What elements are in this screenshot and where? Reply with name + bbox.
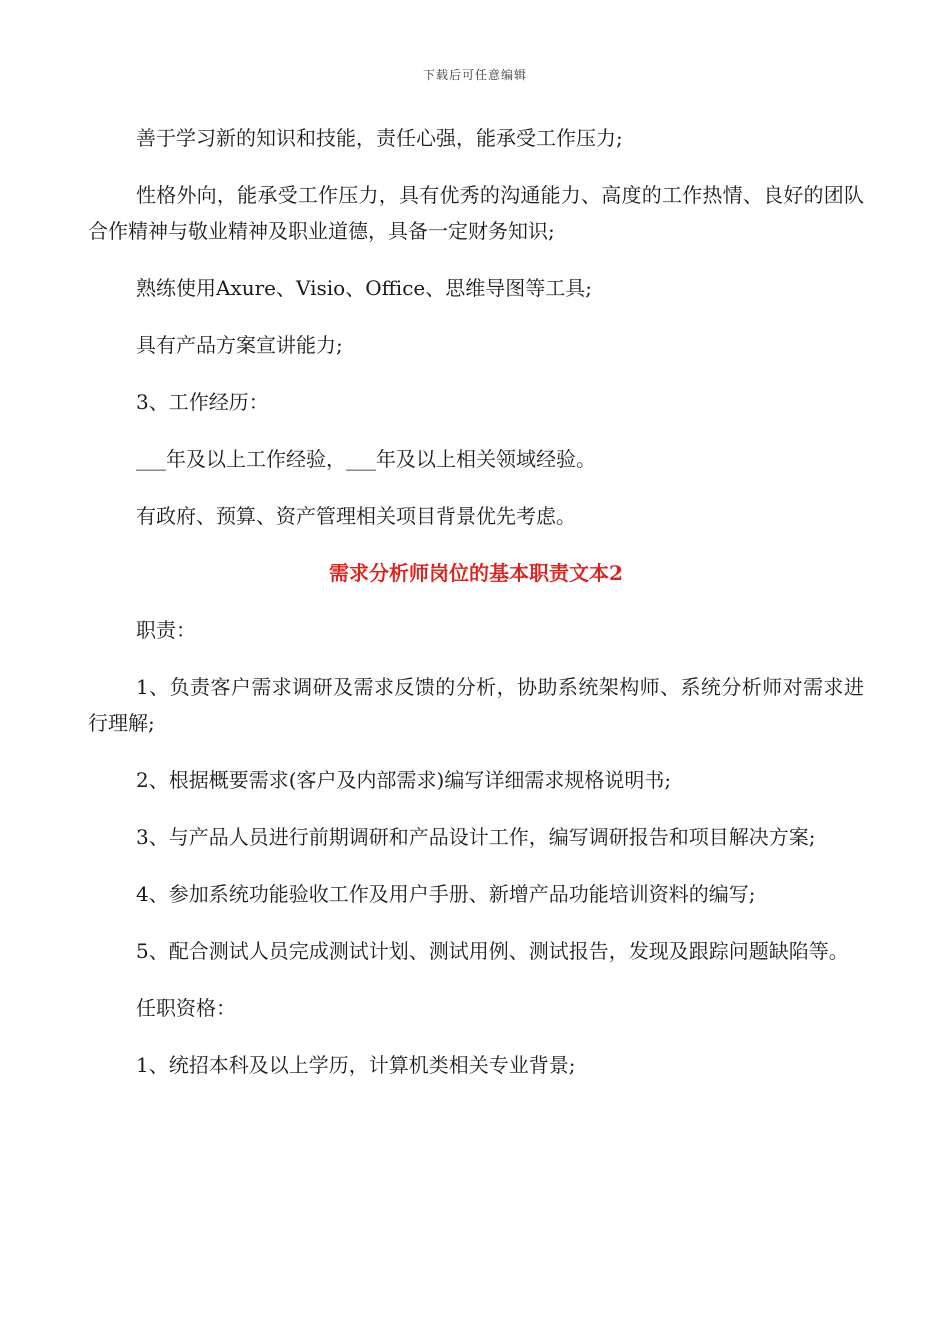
paragraph: 3、与产品人员进行前期调研和产品设计工作，编写调研报告和项目解决方案; — [136, 825, 816, 849]
paragraph: 职责： — [136, 618, 196, 642]
paragraph: 4、参加系统功能验收工作及用户手册、新增产品功能培训资料的编写; — [136, 882, 756, 906]
paragraph: 性格外向，能承受工作压力，具有优秀的沟通能力、高度的工作热情、良好的团队合作精神与敬业精神及职业道德，具备一定财务知识; — [88, 183, 864, 243]
paragraph: 1、统招本科及以上学历，计算机类相关专业背景; — [136, 1053, 576, 1077]
paragraph: 5、配合测试人员完成测试计划、测试用例、测试报告，发现及跟踪问题缺陷等。 — [136, 939, 849, 963]
paragraph: 2、根据概要需求(客户及内部需求)编写详细需求规格说明书; — [136, 768, 672, 792]
paragraph: 熟练使用Axure、Visio、Office、思维导图等工具; — [136, 276, 592, 300]
page-header: 下载后可任意编辑 — [422, 68, 527, 82]
paragraph: 有政府、预算、资产管理相关项目背景优先考虑。 — [136, 504, 576, 528]
paragraph: ___年及以上工作经验，___年及以上相关领域经验。 — [136, 447, 596, 471]
document-body — [88, 120, 864, 1104]
paragraph: 具有产品方案宣讲能力; — [136, 333, 343, 357]
paragraph: 任职资格： — [136, 996, 236, 1020]
paragraph: 善于学习新的知识和技能，责任心强，能承受工作压力; — [136, 126, 623, 150]
paragraph: 1、负责客户需求调研及需求反馈的分析，协助系统架构师、系统分析师对需求进行理解; — [88, 675, 864, 735]
section-heading: 需求分析师岗位的基本职责文本2 — [329, 561, 623, 585]
paragraph: 3、工作经历： — [136, 390, 269, 414]
